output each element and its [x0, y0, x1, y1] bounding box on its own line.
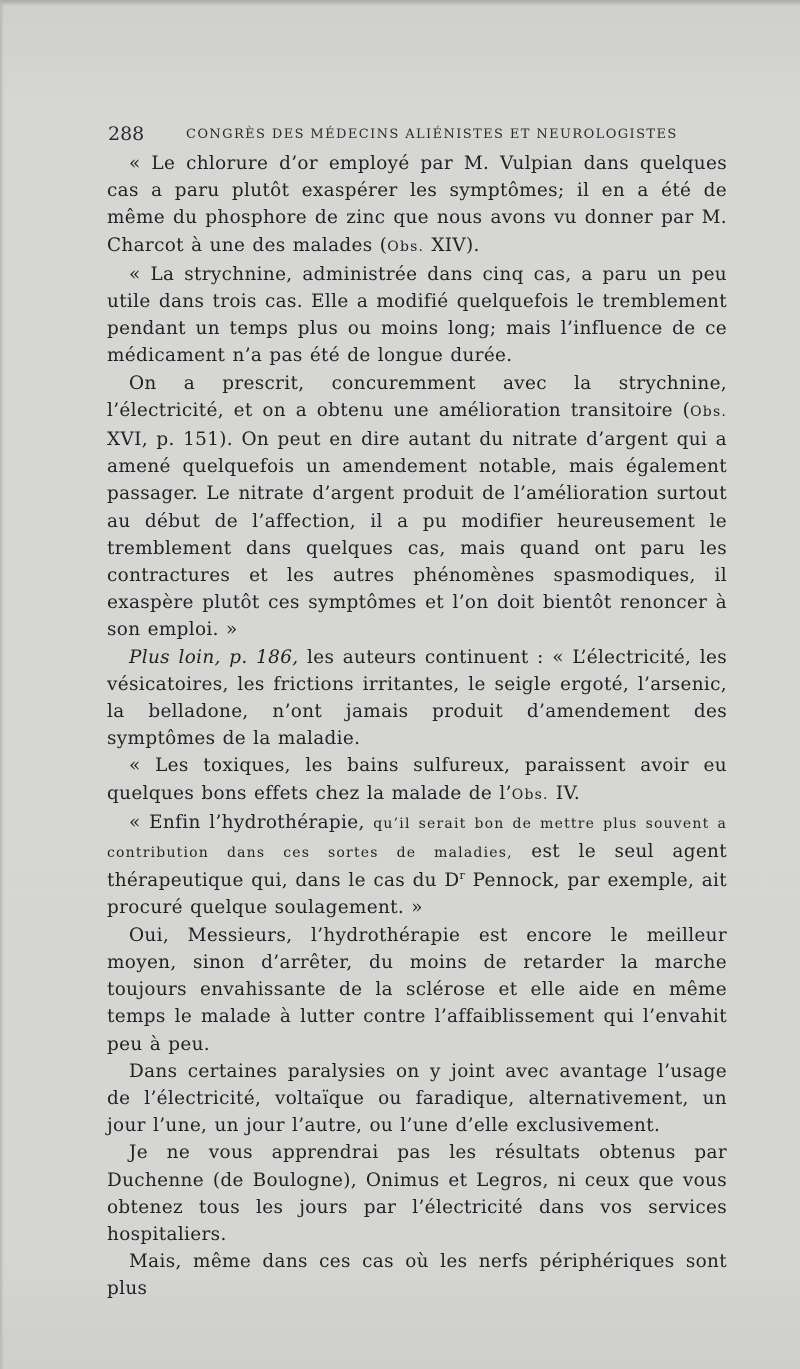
page-number: 288: [108, 123, 145, 145]
paragraph-strychnine: « La strychnine, administrée dans cinq cas, a paru un peu utile dans trois cas. Elle a modifié quelquefois le tremblement pendant un temps plus ou moins long; mais l’influence de ce médicament n’a pas été de longue durée.: [107, 263, 727, 367]
body-text: [107, 150, 727, 1303]
paragraph-messieurs: Oui, Messieurs, l’hydrothérapie est encore le meilleur moyen, sinon d’arrêter, du moins de retarder la marche toujours envahissante de la sclérose et elle aide en même temps le malade à lutter contre l’affaiblissement qui l’envahit peu à peu.: [107, 924, 727, 1055]
paragraph-toxiques: « Les toxiques, les bains sulfureux, paraissent avoir eu quelques bons effets chez la malade de l’Obs. IV.: [107, 755, 727, 804]
running-head: CONGRÈS DES MÉDECINS ALIÉNISTES ET NEUROLOGISTES: [186, 127, 678, 142]
paragraph-duchenne: Je ne vous apprendrai pas les résultats obtenus par Duchenne (de Boulogne), Onimus et Legros, ni ceux que vous obtenez tous les jours par l’électricité dans vos services hospitaliers.: [107, 1142, 727, 1245]
paragraph-chlorure: « Le chlorure d’or employé par M. Vulpian dans quelques cas a paru plutôt exaspérer les symptômes; il en a été de même du phosphore de zinc que nous avons vu donner par M. Charcot à une des malades (Obs. XIV).: [107, 153, 727, 256]
page-header: [108, 122, 728, 150]
paragraph-paralysies: Dans certaines paralysies on y joint avec avantage l’usage de l’électricité, voltaïque ou faradique, alternativement, un jour l’une, un jour l’autre, ou l’une d’elle exclusivement.: [107, 1060, 727, 1137]
paragraph-nitrate: On a prescrit, concuremment avec la strychnine, l’électricité, et on a obtenu une amélioration transitoire (Obs. XVI, p. 151). On peut en dire autant du nitrate d’argent qui a amené quelquefois un amendement notable, mais également passager. Le nitrate d’argent produit de l’amélioration surtout au début de l’affection, il a pu modifier heureusement le tremblement dans quelques cas, mais quand ont paru les contractures et les autres phénomènes spasmodiques, il exaspère plutôt ces symptômes et l’on doit bientôt renoncer à son emploi. »: [107, 372, 727, 641]
paragraph-hydrotherapie: « Enfin l’hydrothérapie, qu’il serait bon de mettre plus souvent a contribution dans ces sortes de maladies, est le seul agent thérapeutique qui, dans le cas du $D^r$ Pennock, par exemple, ait procuré quelque soulagement. »: [107, 811, 727, 919]
paragraph-nerfs: Mais, même dans ces cas où les nerfs périphériques sont plus: [107, 1251, 727, 1300]
paragraph-plus-loin: Plus loin, p. 186, les auteurs continuent : « L’électricité, les vésicatoires, les frictions irritantes, le seigle ergoté, l’arsenic, la belladone, n’ont jamais produit d’amendement des symptômes de la maladie.: [107, 646, 728, 750]
